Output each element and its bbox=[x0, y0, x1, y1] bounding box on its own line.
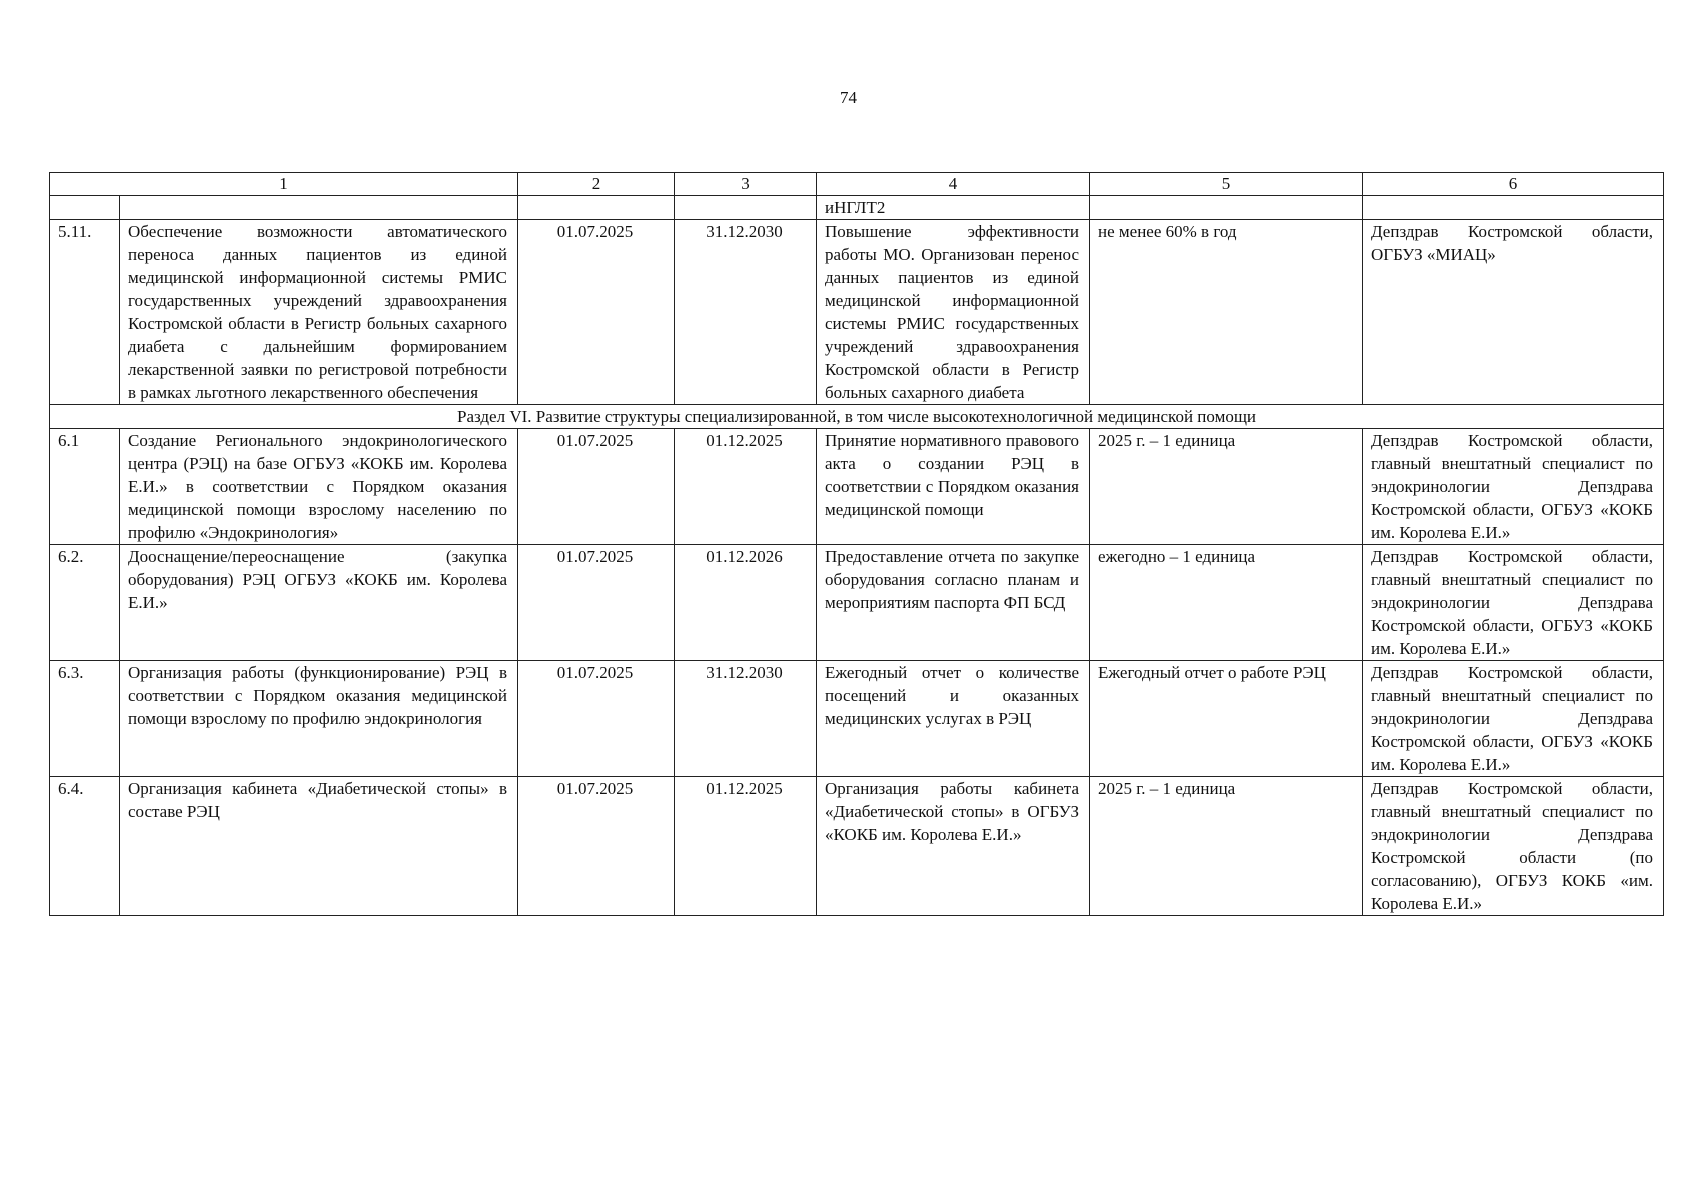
column-number-row bbox=[50, 173, 1664, 196]
end-date: 31.12.2030 bbox=[675, 661, 817, 777]
result-cell: Принятие нормативного правового акта о создании РЭЦ в соответствии с Порядком оказания медицинской помощи bbox=[817, 429, 1090, 545]
start-date: 01.07.2025 bbox=[518, 545, 675, 661]
column-number-3: 3 bbox=[675, 173, 817, 196]
cell-empty bbox=[50, 196, 120, 220]
responsible-cell: Депздрав Костромской области, главный внештатный специалист по эндокринологии Депздрава Костромской области, ОГБУЗ «КОКБ им. Королева Е.И.» bbox=[1363, 545, 1664, 661]
result-cell: Повышение эффективности работы МО. Организован перенос данных пациентов из единой медицинской информационной системы РМИС государственных учреждений здравоохранения Костромской области в Регистр больных сахарного диабета bbox=[817, 220, 1090, 405]
row-number: 5.11. bbox=[50, 220, 120, 405]
column-number-4: 4 bbox=[817, 173, 1090, 196]
result-cell: Организация работы кабинета «Диабетической стопы» в ОГБУЗ «КОКБ им. Королева Е.И.» bbox=[817, 777, 1090, 916]
start-date: 01.07.2025 bbox=[518, 661, 675, 777]
column-number-6: 6 bbox=[1363, 173, 1664, 196]
row-number: 6.1 bbox=[50, 429, 120, 545]
start-date: 01.07.2025 bbox=[518, 220, 675, 405]
activity-cell: Организация кабинета «Диабетической стопы» в составе РЭЦ bbox=[120, 777, 518, 916]
cell-empty bbox=[120, 196, 518, 220]
column-number-2: 2 bbox=[518, 173, 675, 196]
end-date: 01.12.2026 bbox=[675, 545, 817, 661]
row-number: 6.3. bbox=[50, 661, 120, 777]
cell-empty bbox=[675, 196, 817, 220]
table-row-6-1 bbox=[50, 429, 1664, 545]
indicator-cell: Ежегодный отчет о работе РЭЦ bbox=[1090, 661, 1363, 777]
responsible-cell: Депздрав Костромской области, ОГБУЗ «МИАЦ» bbox=[1363, 220, 1664, 405]
indicator-cell: 2025 г. – 1 единица bbox=[1090, 429, 1363, 545]
indicator-cell: 2025 г. – 1 единица bbox=[1090, 777, 1363, 916]
table-row-6-2 bbox=[50, 545, 1664, 661]
page-number: 74 bbox=[840, 88, 857, 107]
table-row-6-4 bbox=[50, 777, 1664, 916]
indicator-cell: не менее 60% в год bbox=[1090, 220, 1363, 405]
end-date: 01.12.2025 bbox=[675, 429, 817, 545]
indicator-cell: ежегодно – 1 единица bbox=[1090, 545, 1363, 661]
activities-table bbox=[49, 172, 1664, 916]
continuation-row bbox=[50, 196, 1664, 220]
end-date: 31.12.2030 bbox=[675, 220, 817, 405]
result-cell: Ежегодный отчет о количестве посещений и оказанных медицинских услугах в РЭЦ bbox=[817, 661, 1090, 777]
row-number: 6.4. bbox=[50, 777, 120, 916]
responsible-cell: Депздрав Костромской области, главный внештатный специалист по эндокринологии Депздрава Костромской области, ОГБУЗ «КОКБ им. Королева Е.И.» bbox=[1363, 661, 1664, 777]
activity-cell: Создание Регионального эндокринологического центра (РЭЦ) на базе ОГБУЗ «КОКБ им. Королева Е.И.» в соответствии с Порядком оказания медицинской помощи взрослому населению по профилю «Эндокринология» bbox=[120, 429, 518, 545]
continuation-result: иНГЛТ2 bbox=[817, 196, 1090, 220]
section-row bbox=[50, 405, 1664, 429]
activity-cell: Обеспечение возможности автоматического переноса данных пациентов из единой медицинской информационной системы РМИС государственных учреждений здравоохранения Костромской области в Регистр больных сахарного диабета с дальнейшим формированием лекарственной заявки по регистровой потребности в рамках льготного лекарственного обеспечения bbox=[120, 220, 518, 405]
cell-empty bbox=[518, 196, 675, 220]
cell-empty bbox=[1363, 196, 1664, 220]
activity-cell: Дооснащение/переоснащение (закупка оборудования) РЭЦ ОГБУЗ «КОКБ им. Королева Е.И.» bbox=[120, 545, 518, 661]
activity-cell: Организация работы (функционирование) РЭЦ в соответствии с Порядком оказания медицинской помощи взрослому по профилю эндокринология bbox=[120, 661, 518, 777]
table-row-5-11 bbox=[50, 220, 1664, 405]
table-row-6-3 bbox=[50, 661, 1664, 777]
section-title: Раздел VI. Развитие структуры специализированной, в том числе высокотехнологичной медицинской помощи bbox=[50, 405, 1664, 429]
responsible-cell: Депздрав Костромской области, главный внештатный специалист по эндокринологии Депздрава Костромской области (по согласованию), ОГБУЗ КОКБ «им. Королева Е.И.» bbox=[1363, 777, 1664, 916]
end-date: 01.12.2025 bbox=[675, 777, 817, 916]
start-date: 01.07.2025 bbox=[518, 777, 675, 916]
column-number-1: 1 bbox=[50, 173, 518, 196]
start-date: 01.07.2025 bbox=[518, 429, 675, 545]
cell-empty bbox=[1090, 196, 1363, 220]
row-number: 6.2. bbox=[50, 545, 120, 661]
responsible-cell: Депздрав Костромской области, главный внештатный специалист по эндокринологии Депздрава Костромской области, ОГБУЗ «КОКБ им. Королева Е.И.» bbox=[1363, 429, 1664, 545]
result-cell: Предоставление отчета по закупке оборудования согласно планам и мероприятиям паспорта ФП БСД bbox=[817, 545, 1090, 661]
column-number-5: 5 bbox=[1090, 173, 1363, 196]
